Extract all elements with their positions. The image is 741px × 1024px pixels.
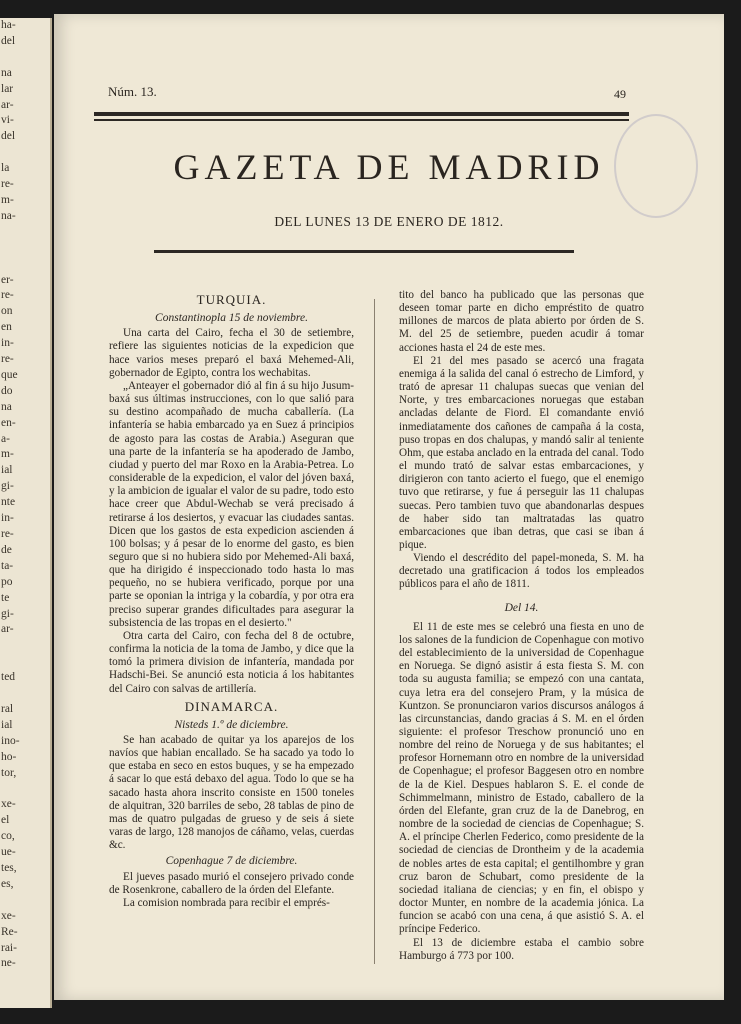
prev-page-line: xe- xyxy=(1,909,16,922)
newspaper-page xyxy=(54,14,724,1000)
prev-page-line: on xyxy=(1,305,13,318)
dateline-del-14: Del 14. xyxy=(504,601,539,614)
prev-page-line: na- xyxy=(1,209,16,222)
prev-page-line: m- xyxy=(1,448,14,461)
prev-page-line: te xyxy=(1,591,10,604)
dateline: DEL LUNES 13 DE ENERO DE 1812. xyxy=(274,214,504,229)
paragraph: Otra carta del Cairo, con fecha del 8 de octubre, confirma la noticia de la toma de Jambo, y dice que la tomó la primera division de infantería, mandada por Hadschi-Bei. Se anunció esta noticia á los habitantes del Cairo con salvas de artillería. xyxy=(109,629,354,695)
prev-page-line: ta- xyxy=(1,559,14,572)
masthead-rule xyxy=(154,250,574,253)
prev-page-line: rai- xyxy=(1,941,17,954)
prev-page-line: en xyxy=(1,321,12,334)
prev-page-line: gi- xyxy=(1,607,14,620)
prev-page-line: la xyxy=(1,162,10,175)
prev-page-line: ial xyxy=(1,464,13,477)
prev-page-line xyxy=(0,241,50,257)
prev-page-line xyxy=(0,225,50,241)
prev-page-line: ho- xyxy=(1,750,17,763)
top-rule-thin xyxy=(94,119,629,121)
paragraph: El 11 de este mes se celebró una fiesta en uno de los salones de la fundicion de Copenhague con motivo del establecimiento de la universidad de Copenhague en Noruega. Se dignó asistir á esta fiesta S. M. con toda su augusta familia; se empezó con una cantata, cuya letra era del consejero Pram, y la música de Kuntzon. Se pronunciaron varios discursos análogos á las circunstancias, dando gracias á S. M. en el órden siguiente: el profesor Treschow pronunció uno en nombre del reino de Noruega y de sus habitantes; el profesor Hornemann otro en nombre de la universidad de Copenhague; el profesor Baggesen otro en nombre de la de Kiel. Despues hablaron S. E. el conde de Schimmelmann, ministro de Estado, caballero de la órden del Elefante, gran cruz de la de Danebrog, en nombre de la sociedad de ciencias de Copenhague; S. A. el príncipe Cherlen Federico, como presidente de la sociedad de ciencias de Drontheim y de la academia de nobles artes de esta capital; el gentilhombre y gran cruz baron de Schubart, como presidente de la sociedad italiana de ciencias; y en fin, el obispo y doctor Munter, en nombre de la academia jónica. La funcion se acabó con una cena, á que asistió S. A. el príncipe Federico. xyxy=(399,620,644,936)
prev-page-line xyxy=(0,686,50,702)
prev-page-line: tes, xyxy=(1,862,17,875)
prev-page-line: de xyxy=(1,543,12,556)
top-rule xyxy=(94,112,629,116)
prev-page-line xyxy=(0,893,50,909)
prev-page-line: del xyxy=(1,34,16,47)
dateline-nisteds: Nisteds 1.º de diciembre. xyxy=(174,718,289,731)
page-number: 49 xyxy=(614,87,626,101)
prev-page-line: do xyxy=(1,384,13,397)
prev-page-line: na xyxy=(1,66,12,79)
issue-number: Núm. 13. xyxy=(108,84,157,99)
prev-page-line: ial xyxy=(1,718,13,731)
prev-page-line: en- xyxy=(1,416,16,429)
prev-page-line: ha- xyxy=(1,19,16,31)
prev-page-line xyxy=(0,654,50,670)
column-left xyxy=(109,289,354,910)
prev-page-line: na xyxy=(1,400,12,413)
prev-page-line: Re- xyxy=(1,925,18,938)
dateline-constantinopla: Constantinopla 15 de noviembre. xyxy=(155,312,308,325)
prev-page-line xyxy=(0,145,50,161)
paragraph: La comision nombrada para recibir el emprés- xyxy=(123,896,330,909)
prev-page-line: es, xyxy=(1,877,14,890)
paragraph: El 13 de diciembre estaba el cambio sobre Hamburgo á 773 por 100. xyxy=(399,936,644,962)
prev-page-line: ue- xyxy=(1,846,16,859)
prev-page-line: co, xyxy=(1,830,15,843)
paragraph: El 21 del mes pasado se acercó una fragata enemiga á la salida del canal ó estrecho de Limford, y trató de apresar 11 chalupas suecas que venian del Norte, y tres embarcaciones noruegas que estaban ancladas delante de Fiord. El comandante envió inmediatamente dos cañones de campaña á la costa, puso tropas en dos chalupas, y mandó salir al teniente Ohm, que estaba anclado en la entrada del canal. Todo el mundo trató de salvar estas embarcaciones, y dirigieron con tanto acierto el fuego, que el enemigo tuvo que retirarse, y fue á perseguir las 11 chalupas suecas. Pero tambien tuvo que abandonarlas despues de haber sido tan maltratadas las quatro embarcaciones que iban detras, que casi se iban á pique. xyxy=(399,354,644,551)
prev-page-line: lar xyxy=(1,82,14,95)
prev-page-line: tor, xyxy=(1,766,17,779)
prev-page-line: ar- xyxy=(1,623,14,636)
column-right xyxy=(399,289,644,963)
paragraph: tito del banco ha publicado que las personas que deseen tomar parte en dicho empréstito de quatro millones de marcos de plata abierto por órden de S. M. del 25 de setiembre, pueden acudir á tomar acciones hasta el 24 de este mes. xyxy=(399,289,644,354)
prev-page-line xyxy=(0,638,50,654)
prev-page-line: nte xyxy=(1,496,16,509)
section-heading-turquia: TURQUIA. xyxy=(196,292,267,307)
dateline-copenhague: Copenhague 7 de diciembre. xyxy=(165,855,298,868)
prev-page-line: del xyxy=(1,130,16,143)
prev-page-line: re- xyxy=(1,353,14,366)
prev-page-line: gi- xyxy=(1,480,14,493)
prev-page-line: re- xyxy=(1,178,14,191)
prev-page-line xyxy=(0,257,50,273)
prev-page-line: re- xyxy=(1,289,14,302)
paragraph: Se han acabado de quitar ya los aparejos de los navíos que habian encallado. Se ha sacado ya todo lo que estaba en seco en estos buques, y se ha empezado á sacar lo que está debaxo del agua. Todo lo que se ha sacado hasta ahora inscrito consiste en 1500 toneles de alquitran, 320 barriles de sebo, 28 tablas de pino de mas de quatro pulgadas de grueso y de seis á siete varas de largo, 128 manojos de cáñamo, velas, cuerdas &c. xyxy=(109,734,354,852)
prev-page-line: ar- xyxy=(1,98,14,111)
prev-page-line: ino- xyxy=(1,734,20,747)
masthead-title: GAZETA DE MADRID xyxy=(173,147,605,187)
paragraph: Una carta del Cairo, fecha el 30 de setiembre, refiere las siguientes noticias de la expedicion que hace varios meses preparó el baxá Mehemed-Ali, gobernador de Egipto, contra los wechabitas. xyxy=(109,327,354,379)
column-divider xyxy=(374,299,375,964)
prev-page-line: m- xyxy=(1,193,14,206)
prev-page-line: ral xyxy=(1,702,14,715)
prev-page-line: ne- xyxy=(1,957,16,970)
prev-page-line: vi- xyxy=(1,114,14,127)
prev-page-line: in- xyxy=(1,337,14,350)
prev-page-line: po xyxy=(1,575,13,588)
paragraph: Viendo el descrédito del papel-moneda, S. M. ha decretado una gratificacion á todos los empleados públicos para el año de 1811. xyxy=(399,552,644,591)
paragraph: „Anteayer el gobernador dió al fin á su hijo Jusum-baxá sus últimas instrucciones, con lo que salió para su destino acompañado de mucha caballería. (La infantería se habia embarcado ya en Suez á principios de agosto para las costas de Arabia.) Aseguran que una parte de la infantería se ha apoderado de Jambo, ciudad y puerto del mar Roxo en la Arabia-Petrea. Lo considerable de la expedicion, el valor del jóven baxá, y la ambicion de igualar el valor de su padre, todo esto hace creer que Abdul-Wechab se verá precisado á retirarse á los desiertos, y evacuar las ciudades santas. Dicen que los gastos de esta expedicion ascienden á 100 bolsas; y á pesar de lo enorme del gasto, es bien seguro que si no hubiera sido por Mehemed-Ali baxá, que ha dirigido é inspeccionado todo hasta lo mas pequeño, no se hubiera verificado, porque por una parte se oponian la intriga y la cobardía, y por otra era preciso superar grandes dificultades para asegurar la subsistencia de las tropas en el desierto." xyxy=(109,379,354,629)
prev-page-line: el xyxy=(1,814,10,827)
prev-page-line: re- xyxy=(1,528,14,540)
paragraph: El jueves pasado murió el consejero privado conde de Rosenkrone, caballero de la órden del Elefante. xyxy=(109,870,354,896)
previous-page-edge xyxy=(0,18,52,1008)
prev-page-line: que xyxy=(1,368,18,381)
prev-page-line: er- xyxy=(1,273,14,286)
prev-page-line: ted xyxy=(1,671,16,684)
prev-page-line xyxy=(0,782,50,798)
prev-page-line: xe- xyxy=(1,798,16,811)
section-heading-dinamarca: DINAMARCA. xyxy=(184,698,279,714)
prev-page-line: a- xyxy=(1,432,10,445)
prev-page-line: in- xyxy=(1,512,14,525)
prev-page-line xyxy=(0,50,50,66)
